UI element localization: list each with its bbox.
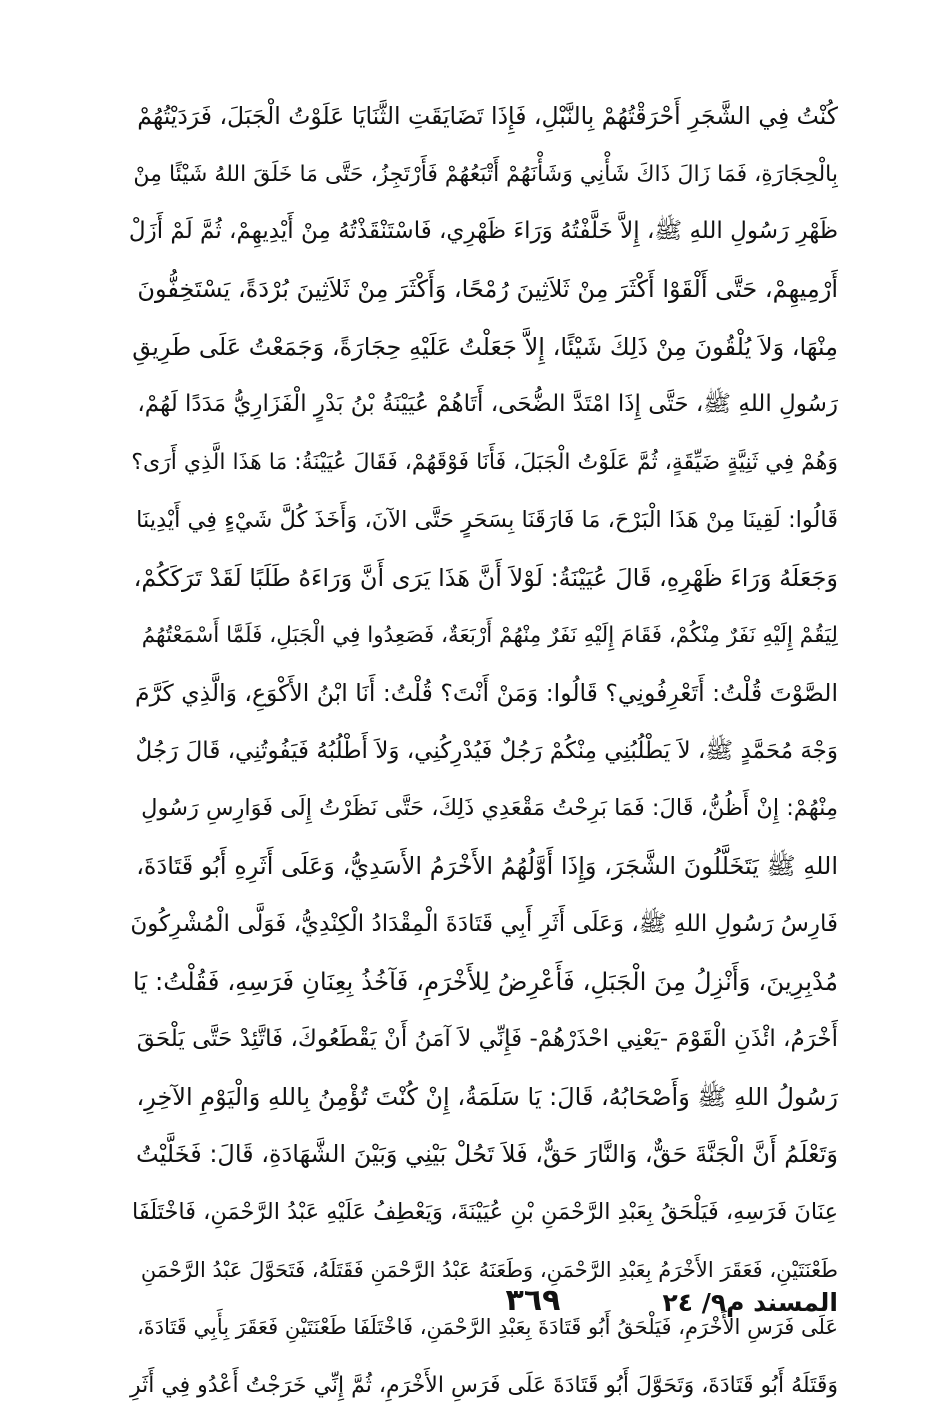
text-line: قَالُوا: لَقِينَا مِنْ هَذَا الْبَرْحَ، مَا فَارَقَنَا بِسَحَرٍ حَتَّى الآنَ، وَأَخَذَ كُلَّ شَيْءٍ فِي أَيْدِينَا [136,506,838,533]
text-line: طَعْنَتَيْنِ، فَعَقَرَ الأَخْرَمُ بِعَبْدِ الرَّحْمَنِ، وَطَعَنَهُ عَبْدُ الرَّحْمَنِ فَقَتَلَهُ، فَتَحَوَّلَ عَبْدُ الرَّحْمَنِ [140,1257,838,1282]
text-line: رَسُولِ اللهِ ﷺ، حَتَّى إِذَا امْتَدَّ الضُّحَى، أَتَاهُمْ عُيَيْنَةُ بْنُ بَدْرٍ الْفَزَارِيُّ مَدَدًا لَهُمْ، [137,391,838,418]
text-line: الصَّوْتَ قُلْتُ: أَتَعْرِفُونِي؟ قَالُوا: وَمَنْ أَنْتَ؟ قُلْتُ: أَنَا ابْنُ الأَكْوَعِ، وَالَّذِي كَرَّمَ [135,678,838,707]
text-line: بِالْحِجَارَةِ، فَمَا زَالَ ذَاكَ شَأْنِي وَشَأْنَهُمْ أَتْبَعُهُمْ فَأَرْتَجِزُ، حَتَّى مَا خَلَقَ اللهُ شَيْئًا مِنْ [133,161,838,187]
text-line: مِنْهُمْ: إِنْ أَظُنُّ، قَالَ: فَمَا بَرِحْتُ مَقْعَدِي ذَلِكَ، حَتَّى نَظَرْتُ إِلَى فَوَارِسِ رَسُولِ [141,795,838,822]
text-line: كُنْتُ فِي الشَّجَرِ أَحْرَقْتُهُمْ بِالنَّبْلِ، فَإِذَا تَضَايَقَتِ الثَّنَايَا عَلَوْتُ الْجَبَلَ، فَرَدَيْتُهُمْ [137,102,838,130]
text-line: مُدْبِرِينَ، وَأَنْزِلُ مِنَ الْجَبَلِ، فَأَعْرِضُ لِلأَخْرَمِ، فَآخُذُ بِعِنَانِ فَرَسِهِ، فَقُلْتُ: يَا [132,967,838,997]
text-line: عَلَى فَرَسِ الأَخْرَمِ، فَيَلْحَقُ أَبُو قَتَادَةَ بِعَبْدِ الرَّحْمَنِ، فَاخْتَلَفَا طَعْنَتَيْنِ فَعَقَرَ بِأَبِي قَتَادَةَ، [136,1315,838,1340]
text-line: فَارِسُ رَسُولِ اللهِ ﷺ، وَعَلَى أَثَرِ أَبِي قَتَادَةَ الْمِقْدَادُ الْكِنْدِيُّ، فَوَلَّى الْمُشْرِكُونَ [130,910,838,937]
page-number: ٣٦٩ [505,1283,561,1318]
page-footer [128,1276,838,1326]
text-line: أَرْمِيهِمْ، حَتَّى أَلْقَوْا أَكْثَرَ مِنْ ثَلاَثِينَ رُمْحًا، وَأَكْثَرَ مِنْ ثَلاَثِينَ بُرْدَةً، يَسْتَخِفُّونَ [137,275,838,304]
text-line: رَسُولُ اللهِ ﷺ وَأَصْحَابُهُ، قَالَ: يَا سَلَمَةُ، إِنْ كُنْتَ تُؤْمِنُ بِاللهِ وَالْيَوْمِ الآخِرِ، [136,1082,838,1111]
body-text [128,88,838,1415]
text-line: مِنْهَا، وَلاَ يُلْقُونَ مِنْ ذَلِكَ شَيْئًا، إِلاَّ جَعَلْتُ عَلَيْهِ حِجَارَةً، وَجَمَعْتُ عَلَى طَرِيقِ [132,332,838,361]
text-line: وَهُمْ فِي ثَنِيَّةٍ ضَيِّقَةٍ، ثُمَّ عَلَوْتُ الْجَبَلَ، فَأَنَا فَوْقَهُمْ، فَقَالَ عُيَيْنَةُ: مَا هَذَا الَّذِي أَرَى؟ [131,450,838,476]
text-line: وَتَعْلَمُ أَنَّ الْجَنَّةَ حَقٌّ، وَالنَّارَ حَقٌّ، فَلاَ تَحُلْ بَيْنِي وَبَيْنَ الشَّهَادَةِ، قَالَ: فَخَلَّيْتُ [136,1140,838,1169]
text-line: وَقَتَلَهُ أَبُو قَتَادَةَ، وَتَحَوَّلَ أَبُو قَتَادَةَ عَلَى فَرَسِ الأَخْرَمِ، ثُمَّ إِنِّي خَرَجْتُ أَعْدُو فِي أَثَرِ [129,1373,838,1399]
text-line: ظَهْرِ رَسُولِ اللهِ ﷺ، إِلاَّ خَلَّفْتُهُ وَرَاءَ ظَهْرِي، فَاسْتَنْقَذْتُهُ مِنْ أَيْدِيهِمْ، ثُمَّ لَمْ أَزَلْ [128,218,838,245]
text-line: لِيَقُمْ إِلَيْهِ نَفَرٌ مِنْكُمْ، فَقَامَ إِلَيْهِ نَفَرٌ مِنْهُمْ أَرْبَعَةٌ، فَصَعِدُوا فِي الْجَبَلِ، فَلَمَّا أَسْمَعْتُهُمُ [141,623,838,649]
text-line: وَجْهَ مُحَمَّدٍ ﷺ، لاَ يَطْلُبُنِي مِنْكُمْ رَجُلٌ فَيُدْرِكُنِي، وَلاَ أَطْلُبُهُ فَيَفُوتُنِي، قَالَ رَجُلٌ [135,737,838,764]
text-line: اللهِ ﷺ يَتَخَلَّلُونَ الشَّجَرَ، وَإِذَا أَوَّلُهُمُ الأَخْرَمُ الأَسَدِيُّ، وَعَلَى أَثَرِهِ أَبُو قَتَادَةَ، [136,851,838,880]
text-line: أَخْرَمُ، ائْذَنِ الْقَوْمَ -يَعْنِي احْذَرْهُمْ- فَإِنِّي لاَ آمَنُ أَنْ يَقْطَعُوكَ، فَاتَّئِدْ حَتَّى يَلْحَقَ [136,1026,838,1052]
text-line: عِنَانَ فَرَسِهِ، فَيَلْحَقُ بِعَبْدِ الرَّحْمَنِ بْنِ عُيَيْنَةَ، وَيَعْطِفُ عَلَيْهِ عَبْدُ الرَّحْمَنِ، فَاخْتَلَفَا [132,1199,838,1226]
text-line: وَجَعَلَهُ وَرَاءَ ظَهْرِهِ، قَالَ عُيَيْنَةُ: لَوْلاَ أَنَّ هَذَا يَرَى أَنَّ وَرَاءَهُ طَلَبًا لَقَدْ تَرَكَكُمْ، [133,563,838,592]
printer-signature: المسند م٩/ ٢٤ [662,1288,838,1317]
